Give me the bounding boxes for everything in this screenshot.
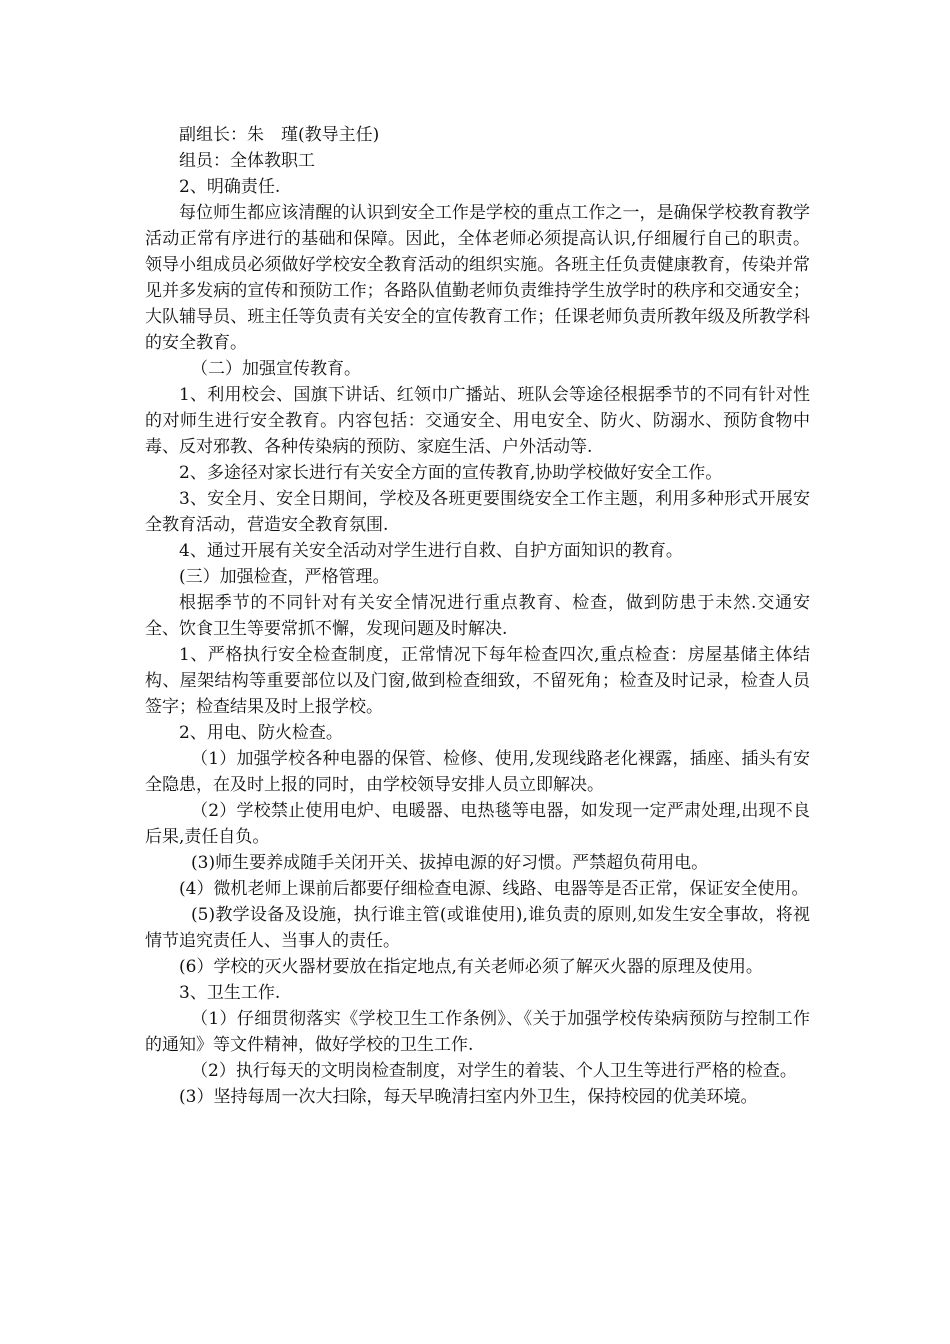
- document-paragraph: 2、明确责任.: [179, 177, 281, 197]
- document-paragraph: （2）学校禁止使用电炉、电暖器、电热毯等电器，如发现一定严肃处理,出现不良后果,责任自负。: [145, 801, 810, 847]
- document-paragraph: 1、严格执行安全检查制度，正常情况下每年检查四次,重点检查：房屋基储主体结构、屋架结构等重要部位以及门窗,做到检查细致，不留死角；检查及时记录，检查人员签字；检查结果及时上报学校。: [145, 645, 810, 717]
- document-paragraph: (5)教学设备及设施，执行谁主管(或谁使用),谁负责的原则,如发生安全事故，将视情节追究责任人、当事人的责任。: [145, 905, 810, 951]
- document-paragraph: 组员：全体教职工: [179, 151, 315, 171]
- document-paragraph: (三）加强检查，严格管理。: [179, 567, 390, 587]
- document-body: [145, 122, 810, 1110]
- document-paragraph: 根据季节的不同针对有关安全情况进行重点教育、检查，做到防患于未然.交通安全、饮食卫生等要常抓不懈，发现问题及时解决.: [145, 593, 810, 639]
- document-paragraph: 2、多途径对家长进行有关安全方面的宣传教育,协助学校做好安全工作。: [179, 463, 723, 483]
- document-paragraph: 每位师生都应该清醒的认识到安全工作是学校的重点工作之一，是确保学校教育教学活动正常有序进行的基础和保障。因此，全体老师必须提高认识,仔细履行自己的职责。领导小组成员必须做好学校安全教育活动的组织实施。各班主任负责健康教育，传染并常见并多发病的宣传和预防工作；各路队值勤老师负责维持学生放学时的秩序和交通安全；大队辅导员、班主任等负责有关安全的宣传教育工作；任课老师负责所教年级及所教学科的安全教育。: [145, 203, 810, 353]
- document-paragraph: (3）坚持每周一次大扫除，每天早晚清扫室内外卫生，保持校园的优美环境。: [179, 1087, 758, 1107]
- document-paragraph: (6）学校的灭火器材要放在指定地点,有关老师必须了解灭火器的原理及使用。: [179, 957, 763, 977]
- document-paragraph: 3、安全月、安全日期间，学校及各班更要围绕安全工作主题，利用多种形式开展安全教育活动，营造安全教育氛围.: [145, 489, 810, 535]
- document-paragraph: 1、利用校会、国旗下讲话、红领巾广播站、班队会等途径根据季节的不同有针对性的对师生进行安全教育。内容包括：交通安全、用电安全、防火、防溺水、预防食物中毒、反对邪教、各种传染病的预防、家庭生活、户外活动等.: [145, 385, 810, 457]
- document-paragraph: （二）加强宣传教育。: [191, 359, 361, 379]
- document-paragraph: 3、卫生工作.: [179, 983, 281, 1003]
- document-paragraph: 2、用电、防火检查。: [179, 723, 343, 743]
- document-paragraph: (3)师生要养成随手关闭开关、拔掉电源的好习惯。严禁超负荷用电。: [191, 853, 709, 873]
- document-paragraph: 副组长：朱 瑾(教导主任): [179, 125, 380, 145]
- document-paragraph: （1）加强学校各种电器的保管、检修、使用,发现线路老化裸露，插座、插头有安全隐患，在及时上报的同时，由学校领导安排人员立即解决。: [145, 749, 810, 795]
- document-paragraph: （2）执行每天的文明岗检查制度，对学生的着装、个人卫生等进行严格的检查。: [191, 1061, 797, 1081]
- document-paragraph: (4）微机老师上课前后都要仔细检查电源、线路、电器等是否正常，保证安全使用。: [179, 879, 809, 899]
- document-paragraph: 4、通过开展有关安全活动对学生进行自救、自护方面知识的教育。: [179, 541, 683, 561]
- document-paragraph: （1）仔细贯彻落实《学校卫生工作条例》、《关于加强学校传染病预防与控制工作的通知》等文件精神，做好学校的卫生工作.: [145, 1009, 810, 1055]
